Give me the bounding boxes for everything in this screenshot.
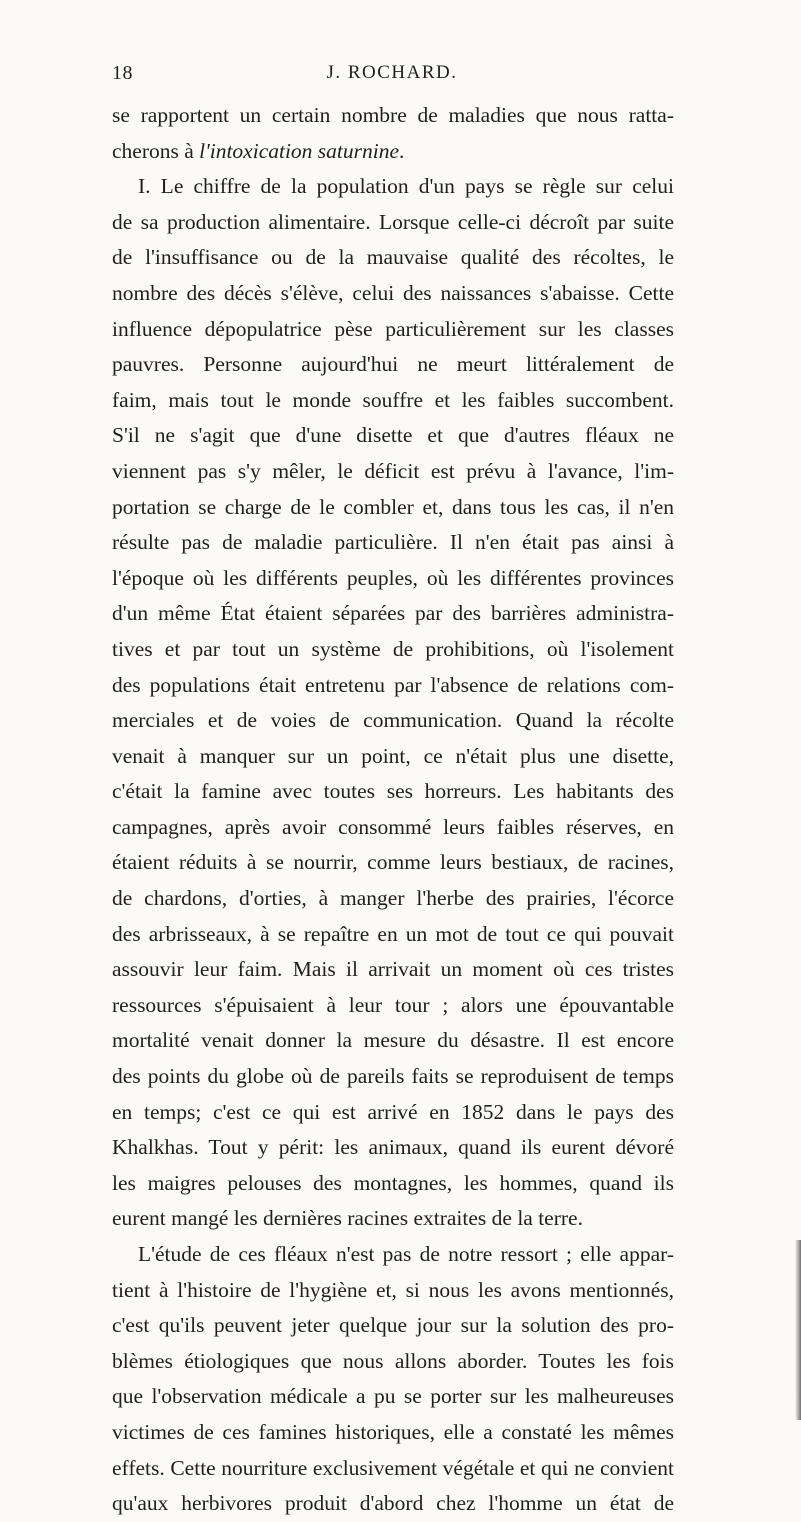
text-line: campagnes, après avoir consommé leurs faibles réserves, en — [112, 814, 674, 839]
text-line: mortalité venait donner la mesure du désastre. Il est encore — [112, 1028, 674, 1053]
body-text — [112, 98, 674, 1522]
text-line: les maigres pelouses des montagnes, les hommes, quand ils — [112, 1170, 674, 1195]
text-line: des arbrisseaux, à se repaître en un mot de tout ce qui pouvait — [112, 921, 674, 946]
text-line: l'époque où les différents peuples, où les différentes provinces — [112, 565, 674, 590]
text-line: qu'aux herbivores produit d'abord chez l'homme un état de — [112, 1491, 674, 1516]
running-head — [112, 62, 672, 88]
text-line: tives et par tout un système de prohibitions, où l'isolement — [112, 636, 674, 661]
text-line: c'est qu'ils peuvent jeter quelque jour sur la solution des pro- — [112, 1313, 674, 1338]
text-line-end: . — [399, 138, 405, 163]
header-title: J. ROCHARD. — [326, 62, 458, 83]
text-line: en temps; c'est ce qui est arrivé en 1852 dans le pays des — [112, 1099, 674, 1124]
text-line: effets. Cette nourriture exclusivement végétale et qui ne convient — [112, 1455, 674, 1480]
text-line: S'il ne s'agit que d'une disette et que d'autres fléaux ne — [112, 423, 674, 448]
paragraph-start-line: L'étude de ces fléaux n'est pas de notre ressort ; elle appar- — [138, 1242, 674, 1266]
text-line: ressources s'épuisaient à leur tour ; alors une épouvantable — [112, 992, 674, 1017]
text-line: viennent pas s'y mêler, le déficit est prévu à l'avance, l'im- — [112, 458, 674, 483]
text-line: tient à l'histoire de l'hygiène et, si nous les avons mentionnés, — [112, 1277, 674, 1302]
text-line — [112, 134, 674, 170]
italic-term: l'intoxication saturnine — [199, 138, 400, 163]
text-line: blèmes étiologiques que nous allons aborder. Toutes les fois — [112, 1348, 674, 1373]
text-line: influence dépopulatrice pèse particulièrement sur les classes — [112, 316, 674, 341]
text-line: venait à manquer sur un point, ce n'était plus une disette, — [112, 743, 674, 768]
text-line: victimes de ces famines historiques, elle a constaté les mêmes — [112, 1419, 674, 1444]
text-line: nombre des décès s'élève, celui des naissances s'abaisse. Cette — [112, 280, 674, 305]
text-line: se rapportent un certain nombre de maladies que nous ratta- — [112, 103, 674, 127]
text-line: de chardons, d'orties, à manger l'herbe des prairies, l'écorce — [112, 886, 674, 911]
page-number: 18 — [112, 62, 133, 84]
text-line: d'un même État étaient séparées par des barrières administra- — [112, 601, 674, 626]
text-line: Khalkhas. Tout y périt: les animaux, quand ils eurent dévoré — [112, 1135, 674, 1160]
page-edge-shadow — [795, 1240, 801, 1420]
text-line: pauvres. Personne aujourd'hui ne meurt littéralement de — [112, 352, 674, 377]
text-line: que l'observation médicale a pu se porter sur les malheureuses — [112, 1384, 674, 1409]
paragraph-start-line: I. Le chiffre de la population d'un pays se règle sur celui — [138, 174, 674, 199]
text-line: de l'insuffisance ou de la mauvaise qualité des récoltes, le — [112, 245, 674, 270]
text-line: faim, mais tout le monde souffre et les faibles succombent. — [112, 387, 674, 412]
text-line: résulte pas de maladie particulière. Il n'en était pas ainsi à — [112, 530, 674, 555]
text-line: merciales et de voies de communication. Quand la récolte — [112, 708, 674, 733]
text-line: assouvir leur faim. Mais il arrivait un moment où ces tristes — [112, 957, 674, 982]
text-line: des populations était entretenu par l'absence de relations com- — [112, 672, 674, 697]
text-line: de sa production alimentaire. Lorsque celle-ci décroît par suite — [112, 209, 674, 234]
text-line: eurent mangé les dernières racines extraites de la terre. — [112, 1206, 583, 1231]
text-line: portation se charge de le combler et, dans tous les cas, il n'en — [112, 494, 674, 519]
text-line: étaient réduits à se nourrir, comme leurs bestiaux, de racines, — [112, 850, 674, 875]
text-line-start: cherons à — [112, 138, 200, 163]
text-line: des points du globe où de pareils faits se reproduisent de temps — [112, 1064, 674, 1089]
text-line: c'était la famine avec toutes ses horreurs. Les habitants des — [112, 779, 674, 804]
